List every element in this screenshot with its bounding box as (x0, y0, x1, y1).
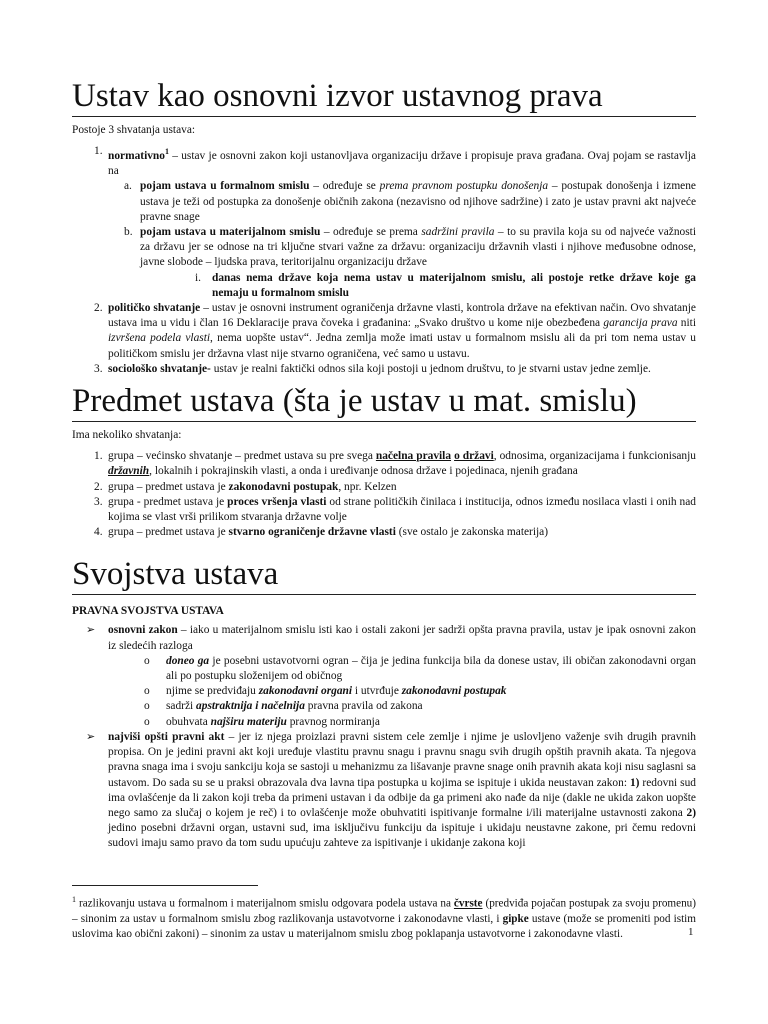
term: najviši opšti pravni akt (108, 730, 225, 743)
emphasis: zakonodavni organi (258, 685, 353, 698)
item-text: – određuje se (309, 180, 380, 193)
item-text: niti (677, 317, 696, 330)
list-marker: 1. (94, 145, 103, 158)
item-text: – određuje se prema (320, 226, 422, 239)
emphasis: proces vršenja vlasti (227, 495, 327, 508)
circle-bullet-icon: o (144, 715, 150, 728)
emphasis: garancija prava (603, 317, 678, 330)
list-item (72, 271, 696, 301)
list-item (72, 495, 696, 525)
list-item (72, 480, 696, 495)
item-text: je posebni ustavotvorni ogran – čija je jedina funkcija bila da donese ustav, ili običan zakonodavni organ ali po postupku složenijem od običnog (166, 654, 697, 683)
term: normativno (108, 150, 165, 162)
emphasis: zakonodavni postupak (401, 685, 507, 698)
emphasis: sadržini pravila (421, 226, 495, 239)
list-item (72, 144, 696, 179)
emphasis: o državi (454, 450, 494, 463)
list-item (72, 225, 696, 271)
footnote-ref[interactable]: 1 (164, 147, 169, 157)
document-page (72, 0, 696, 852)
list-item (72, 699, 696, 714)
item-text: grupa - predmet ustava je (108, 495, 228, 508)
item-text: , lokalnih i pokrajinskih vlasti, a onda i uređivanje odnosa države i pojedinaca, njenih građana (149, 465, 578, 478)
item-text: pravnog normiranja (286, 715, 380, 728)
emphasis: zakonodavni postupak (228, 480, 339, 493)
item-text: i utvrđuje (352, 685, 402, 698)
item-text: njime se predviđaju (166, 685, 259, 698)
list-item (72, 179, 696, 225)
item-text: grupa – većinsko shvatanje – predmet ustava su pre svega (108, 450, 376, 463)
term: pojam ustava u materijalnom smislu (140, 226, 321, 239)
item-text: – postupak donošenja i izmene ustava je teži od postupka za donošenje običnih zakona (nezavisno od njihove sadržine) i zato je ustav pravni akt najveće pravne snage (140, 180, 696, 223)
item-text: – ustav je osnovni zakon koji ustanovljava organizaciju države i propisuje prava građana. Ovaj pojam se rastavlja na (108, 150, 696, 178)
emphasis: 2) (686, 806, 696, 819)
item-text: jedino posebni državni organ, ustavni sud, ima isključivu funkciju da ispituje i ukidaju neustavne zakone, pri čemu redovni sudovi imaju samo pravo da tom sudu upućuju zahteve za ispitivanje i ukidanje zakona koji (108, 822, 696, 850)
list-marker: i. (195, 271, 202, 284)
item-text: obuhvata (166, 715, 211, 728)
emphasis: izvršena podela vlasti (108, 332, 211, 345)
item-text: redovni sud ima ovlašćenje da li zakon koji treba da primeni ustavan i da odbije da ga primeni ako nađe da nije (dakle ne ukida zakon uopšte nego samo za slučaj o kojem je reč) i to ovlašćenje može obuhvatiti ispitivanje formalne i/ili materijalne ustavnosti zakona (108, 776, 696, 819)
section-intro: Ima nekoliko shvatanja: (72, 429, 182, 442)
footnote-text: (predviđa pojačan postupak za svoju promenu) – sinonim za ustav u formalnom smislu zbog razlikovanja ustavotvorne i zakonodavne vlasti, i (72, 897, 696, 925)
item-text: – jer iz njega proizlazi pravni sistem cele zemlje i njime je uslovljeno važenje svih drugih pravnih propisa. On je jedini pravni akt koji uređuje vlastitu pravnu snagu i pravnu snagu svih drugih opštih pravnih akata. Ta njegova pravna snaga ima i svoju sankciju koja se sastoji u mehanizmu za lišavanje pravne snage onih pravnih akata koji nisu saglasni sa ustavom. Do sada su se u praksi obrazovala dva lavna tipa postupka u kojima se ispituje i ukida neustavan zakon: (108, 730, 696, 789)
emphasis: državnih (108, 465, 150, 478)
footnote-separator (72, 885, 258, 886)
term: osnovni zakon (108, 624, 178, 637)
subsection-title: PRAVNA SVOJSTVA USTAVA (72, 605, 224, 618)
term: sociološko shvatanje- (108, 362, 211, 375)
list-item (72, 525, 696, 540)
item-text: ustav je realni faktički odnos sila koji postoji u jednom društvu, to je stvarni ustav jedne zemlje. (210, 362, 651, 375)
arrow-bullet-icon: ➢ (86, 624, 96, 637)
item-text: – iako u materijalnom smislu isti kao i ostali zakoni jer sadrži opšta pravna pravila, ustav je ipak osnovni zakon iz sledećih razloga (108, 624, 696, 652)
list-marker: 1. (94, 450, 103, 463)
list-item (72, 730, 696, 852)
emphasis: gipke (502, 912, 529, 925)
emphasis: doneo ga (166, 654, 210, 667)
emphasis: čvrste (453, 897, 483, 910)
list-item (72, 684, 696, 699)
emphasis: najširu materiju (210, 715, 287, 728)
item-text: grupa – predmet ustava je (108, 480, 229, 493)
footnote-text: razlikovanju ustava u formalnom i materijalnom smislu odgovara podela ustava na (76, 897, 454, 910)
item-text: – to su pravila koja su od najveće važnosti za državu jer se odnose na tri ključne stvari važne za državu: organizaciju državnih vlasti i njihove međusobne odnose, javne slobode – ljudska prava, teritorijalnu organizaciju države (140, 226, 697, 269)
item-text: sadrži (166, 700, 197, 713)
list-marker: 2. (94, 480, 103, 493)
circle-bullet-icon: o (144, 685, 150, 698)
emphasis: apstraktnija i načelnija (196, 700, 305, 713)
item-text: , nema uopšte ustav“. Jedna zemlja može imati ustav u formalnom msislu ali da pri tom nema ustav u političkom smislu jer državna vlast nije stvarno ograničena, već samo u ustavu. (108, 332, 697, 360)
item-text: grupa – predmet ustava je (108, 526, 229, 539)
section-title: Predmet ustava (šta je ustav u mat. smislu) (72, 383, 696, 422)
circle-bullet-icon: o (144, 654, 150, 667)
list-item (72, 654, 696, 684)
circle-bullet-icon: o (144, 700, 150, 713)
list-marker: b. (124, 226, 133, 239)
list-marker: 2. (94, 302, 103, 315)
item-text: od strane političkih činilaca i institucija, odnos između nosilaca vlasti i onih nad kojima se vlast vrši prilikom stvaranja državne volje (108, 495, 697, 524)
item-text: pravna pravila od zakona (304, 700, 423, 713)
footnote (72, 892, 696, 942)
section-intro: Postoje 3 shvatanja ustava: (72, 124, 196, 136)
arrow-bullet-icon: ➢ (86, 730, 96, 743)
list-item (72, 301, 696, 362)
item-text: – ustav je osnovni instrument ograničenja državne vlasti, kontrola države na efektivan način. Ovo shvatanje ustava ima u vidu i član 16 Deklaracije prava čoveka i građanina: „Svako društvo u kome nije obezbeđena (108, 302, 696, 330)
emphasis: prema pravnom postupku donošenja (379, 180, 549, 193)
footnote-number: 1 (72, 895, 76, 904)
list-marker: 4. (94, 526, 103, 539)
list-marker: 3. (94, 495, 103, 508)
list-item (72, 715, 696, 730)
list-marker: 3. (94, 362, 103, 375)
item-text: danas nema države koja nema ustav u materijalnom smislu, ali postoje retke države koje ga nemaju u formalnom smislu (212, 271, 696, 299)
item-text: , npr. Kelzen (338, 480, 397, 493)
item-text: (sve ostalo je zakonska materija) (395, 526, 549, 539)
item-text: , odnosima, organizacijama i funkcionisanju (493, 450, 696, 463)
list-item (72, 449, 696, 479)
term: pojam ustava u formalnom smislu (140, 180, 310, 193)
emphasis: načelna pravila (375, 450, 452, 463)
list-marker: a. (124, 180, 132, 193)
page-number: 1 (688, 926, 694, 938)
term: političko shvatanje (108, 302, 201, 315)
section-title: Svojstva ustava (72, 556, 696, 595)
list-item (72, 362, 696, 377)
emphasis: stvarno ograničenje državne vlasti (228, 526, 396, 539)
section-title: Ustav kao osnovni izvor ustavnog prava (72, 78, 696, 117)
list-item (72, 623, 696, 653)
footnote-text: ustave (može se promeniti pod istim uslovima kao obični zakoni) – sinonim za ustav u materijalnom smislu zbog poklapanja ustavotvorne i zakonodavne vlasti. (72, 912, 696, 940)
emphasis: 1) (629, 776, 640, 789)
